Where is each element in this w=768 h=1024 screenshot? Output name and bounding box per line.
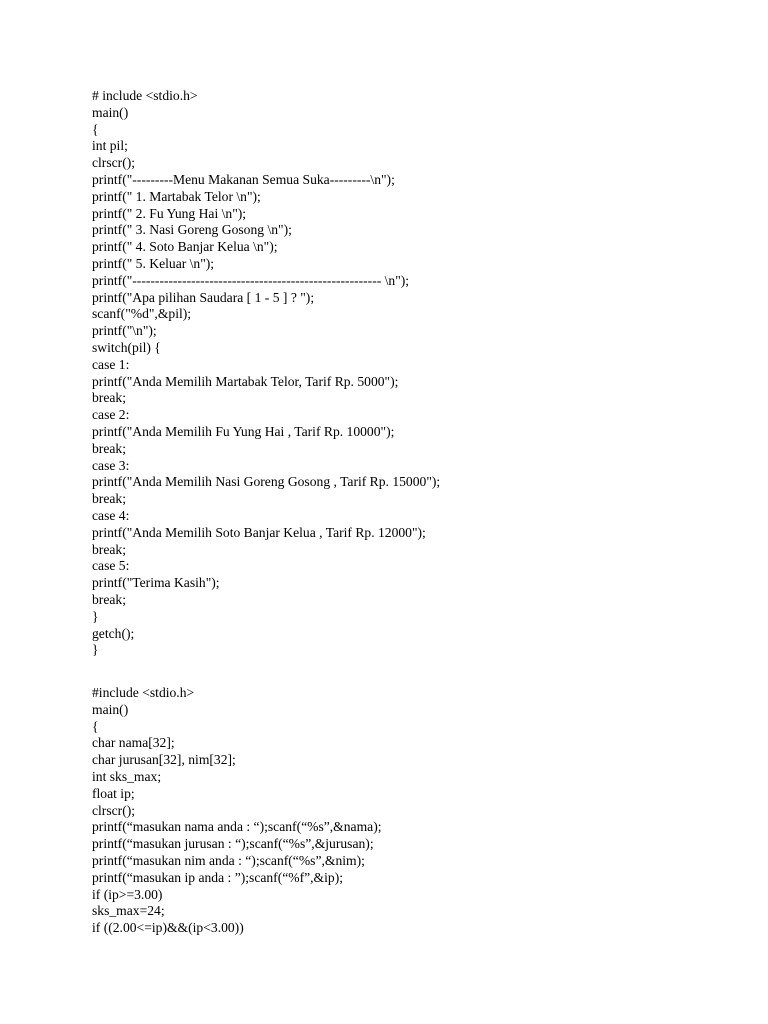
code-line: char jurusan[32], nim[32]; <box>92 752 236 768</box>
code-line: switch(pil) { <box>92 339 161 355</box>
code-line: main() <box>92 701 129 717</box>
code-line: case 5: <box>92 558 130 574</box>
code-line: printf("Anda Memilih Soto Banjar Kelua , Tarif Rp. 12000"); <box>92 524 426 540</box>
code-line: int pil; <box>92 138 128 154</box>
code-line: break; <box>92 491 126 507</box>
code-line: printf(" 3. Nasi Goreng Gosong \n"); <box>92 222 292 238</box>
code-line: char nama[32]; <box>92 735 175 751</box>
code-line: if ((2.00<=ip)&&(ip<3.00)) <box>92 920 244 936</box>
code-line: int sks_max; <box>92 768 162 784</box>
code-line: case 1: <box>92 356 130 372</box>
code-line: case 2: <box>92 407 130 423</box>
code-line: #include <stdio.h> <box>92 685 195 700</box>
code-line: printf("Anda Memilih Nasi Goreng Gosong , Tarif Rp. 15000"); <box>92 474 441 490</box>
code-line: clrscr(); <box>92 155 136 171</box>
code-line: } <box>92 642 99 658</box>
code-line: printf("Terima Kasih"); <box>92 575 220 591</box>
code-line: printf("\n"); <box>92 323 157 339</box>
code-line: { <box>92 718 99 734</box>
code-block-menu-program <box>92 88 440 659</box>
code-line: printf("------------------------------------------------------- \n"); <box>92 272 410 288</box>
code-line: break; <box>92 390 126 406</box>
code-line: printf(" 2. Fu Yung Hai \n"); <box>92 205 247 221</box>
code-line: { <box>92 121 99 137</box>
code-line: printf(" 4. Soto Banjar Kelua \n"); <box>92 239 278 255</box>
code-line: # include <stdio.h> <box>92 88 198 103</box>
code-line: sks_max=24; <box>92 903 165 919</box>
code-line: printf(“masukan nim anda : “);scanf(“%s”,&nim); <box>92 852 365 868</box>
code-line: printf(" 5. Keluar \n"); <box>92 255 215 271</box>
code-line: main() <box>92 104 129 120</box>
code-line: printf("Apa pilihan Saudara [ 1 - 5 ] ? "); <box>92 289 315 305</box>
code-line: printf("Anda Memilih Fu Yung Hai , Tarif Rp. 10000"); <box>92 423 395 439</box>
code-line: getch(); <box>92 625 135 641</box>
code-line: case 3: <box>92 457 130 473</box>
code-block-student-program <box>92 685 382 937</box>
code-line: float ip; <box>92 785 135 801</box>
code-line: break; <box>92 541 126 557</box>
code-line: printf(“masukan jurusan : “);scanf(“%s”,&jurusan); <box>92 836 374 852</box>
code-line: scanf("%d",&pil); <box>92 306 192 322</box>
code-line: printf("---------Menu Makanan Semua Suka---------\n"); <box>92 171 395 187</box>
code-line: printf(“masukan nama anda : “);scanf(“%s”,&nama); <box>92 819 382 835</box>
code-line: break; <box>92 591 126 607</box>
code-line: clrscr(); <box>92 802 136 818</box>
code-line: break; <box>92 440 126 456</box>
code-line: } <box>92 608 99 624</box>
code-line: printf(" 1. Martabak Telor \n"); <box>92 188 261 204</box>
code-line: printf("Anda Memilih Martabak Telor, Tarif Rp. 5000"); <box>92 373 399 389</box>
code-line: case 4: <box>92 507 130 523</box>
code-line: if (ip>=3.00) <box>92 886 163 902</box>
code-line: printf(“masukan ip anda : ”);scanf(“%f”,&ip); <box>92 869 343 885</box>
